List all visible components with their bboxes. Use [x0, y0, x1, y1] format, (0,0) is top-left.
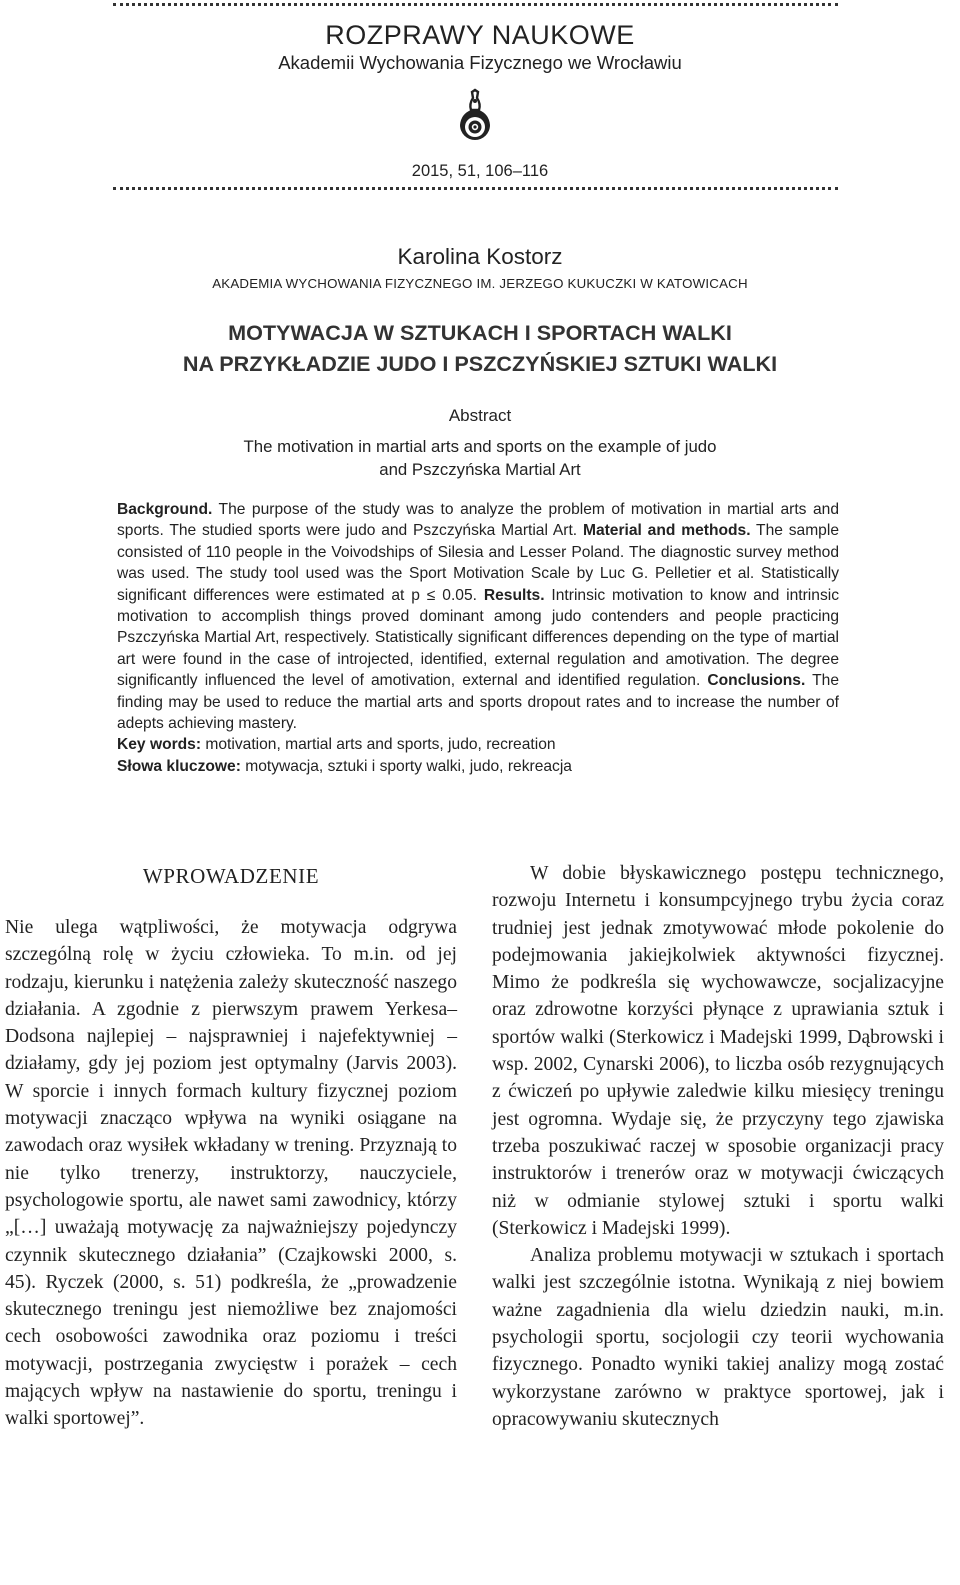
second-dotted-rule: [113, 187, 838, 190]
slowa-kluczowe-text: motywacja, sztuki i sporty walki, judo, rekreacja: [240, 757, 572, 775]
conclusions-text: The finding may be used to reduce the martial arts and sports dropout rates and to increase the number of adepts achieving mastery.: [117, 672, 839, 733]
author-name: Karolina Kostorz: [397, 244, 563, 269]
methods-label: Material and methods.: [582, 522, 751, 540]
intro-right-paragraph-2: Analiza problemu motywacji w sztukach i sportach walki jest szczególnie istotna. Wynikają z niej bowiem ważne zagadnienia dla wielu dziedzin nauki, m.in. psychologii sportu, socjologii czy teorii wychowania fizycznego. Ponadto wyniki takiej analizy mogą zostać wykorzystane zarówno w praktyce sportowej, jak i opracowywaniu skutecznych: [492, 1245, 944, 1430]
article-title-line1: MOTYWACJA W SZTUKACH I SPORTACH WALKI: [228, 320, 732, 345]
journal-subtitle: Akademii Wychowania Fizycznego we Wrocławiu: [278, 52, 682, 73]
left-column: [5, 914, 457, 1433]
abstract-heading: Abstract: [448, 406, 512, 425]
journal-title: ROZPRAWY NAUKOWE: [325, 20, 635, 50]
conclusions-label: Conclusions.: [707, 672, 806, 690]
intro-heading: WPROWADZENIE: [142, 864, 320, 888]
right-column: [492, 860, 944, 1433]
top-dotted-rule: [113, 3, 838, 6]
intro-left-paragraph: Nie ulega wątpliwości, że motywacja odgrywa szczególną rolę w życiu człowieka. To m.in. od jej rodzaju, kierunku i natężenia zależy skuteczność naszego działania. A zgodnie z pierwszym prawem Yerkesa–Dodsona najlepiej – najsprawniej i najefektywniej – działamy, gdy jej poziom jest optymalny (Jarvis 2003). W sporcie i innych formach kultury fizycznej poziom motywacji znacząco wpływa na wyniki osiągane na zawodach oraz wysiłek wkładany w trening. Przyznają to nie tylko trenerzy, instruktorzy, nauczyciele, psychologowie sportu, ale nawet sami zawodnicy, którzy „[…] uważają motywację za najważniejszy pojedynczy czynnik skutecznego działania” (Czajkowski 2000, s. 45). Ryczek (2000, s. 51) podkreśla, że „prowadzenie skutecznego treningu jest niemożliwe bez znajomości cech osobowości zawodnika oraz poziomu i treści motywacji, postrzegania zwycięstw i porażek – cech mających wpływ na nastawienie do sportu, treningu i walki sportowej”.: [5, 917, 457, 1430]
methods-text: The sample consisted of 110 people in the Voivodships of Silesia and Lesser Poland. The diagnostic survey method was used. The study tool used was the Sport Motivation Scale by Luc G. Pelletier et al. Statistically significant differences were estimated at p ≤ 0.05.: [117, 522, 839, 604]
abstract-body: [117, 499, 839, 777]
article-title-line2: NA PRZYKŁADZIE JUDO I PSZCZYŃSKIEJ SZTUKI WALKI: [182, 351, 778, 376]
abstract-title-line2: and Pszczyńska Martial Art: [379, 460, 581, 479]
results-text: Intrinsic motivation to know and intrinsic motivation to accomplish things proved dominant among judo contenders and people practicing Pszczyńska Martial Art, respectively. Statistically significant differences depending on the type of martial art were found in the case of introjected, identified, external regulation and amotivation. The degree significantly influenced the level of amotivation, external and identified regulation.: [117, 586, 839, 690]
keywords-label: Key words:: [117, 736, 202, 754]
background-label: Background.: [117, 501, 213, 518]
background-text: The purpose of the study was to analyze the problem of motivation in martial arts and sports. The studied sports were judo and Pszczyńska Martial Art.: [117, 501, 839, 540]
journal-citation: 2015, 51, 106–116: [411, 162, 549, 180]
intro-right-paragraph-1: W dobie błyskawicznego postępu technicznego, rozwoju Internetu i konsumpcyjnego trybu życia coraz trudniej jest jednak zmotywować młode pokolenie do podejmowania jakiejkolwiek aktywności fizycznej. Mimo że podkreśla się wychowawcze, socjalizacyjne oraz zdrowotne korzyści płynące z uprawiania sztuk i sportów walki (Sterkowicz i Madejski 1999, Dąbrowski i wsp. 2002, Cynarski 2006), to liczba osób rezygnujących z ćwiczeń po upływie zaledwie kilku miesięcy treningu jest ogromna. Wydaje się, że przyczyny tego zjawiska trzeba poszukiwać raczej w sposobie organizacji pracy instruktorów i trenerów oraz w motywacji ćwiczących niż w odmianie stylowej sztuki i sportu walki (Sterkowicz i Madejski 1999).: [492, 863, 944, 1239]
keywords-text: motivation, martial arts and sports, judo, recreation: [201, 736, 556, 754]
results-label: Results.: [483, 586, 545, 604]
author-affiliation: AKADEMIA WYCHOWANIA FIZYCZNEGO IM. JERZEGO KUKUCZKI W KATOWICACH: [212, 276, 748, 291]
awf-logo-icon: [453, 88, 497, 146]
abstract-title-line1: The motivation in martial arts and sports on the example of judo: [243, 437, 717, 456]
slowa-kluczowe-label: Słowa kluczowe:: [117, 757, 241, 775]
